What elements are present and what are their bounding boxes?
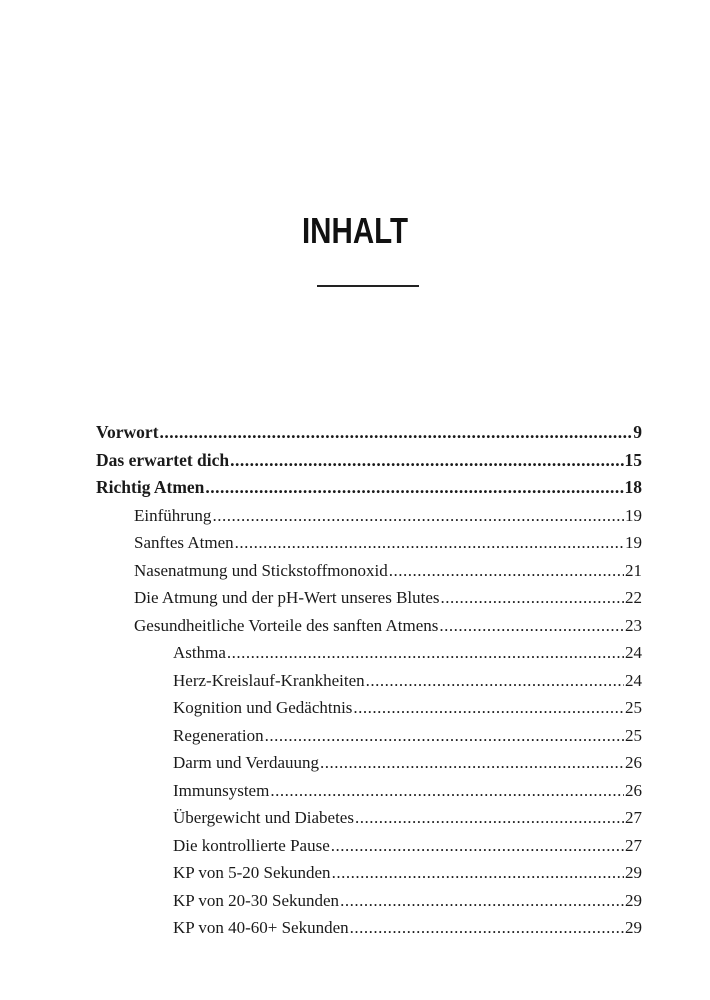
toc-entry[interactable] bbox=[96, 667, 642, 695]
toc-entry-page: 29 bbox=[625, 863, 642, 882]
toc-entry-title: Einführung bbox=[134, 505, 212, 525]
toc-entry[interactable] bbox=[96, 777, 642, 805]
table-of-contents bbox=[96, 419, 642, 942]
toc-dot-leader bbox=[350, 914, 624, 942]
toc-entry[interactable] bbox=[96, 887, 642, 915]
toc-entry[interactable] bbox=[96, 749, 642, 777]
toc-entry[interactable] bbox=[96, 529, 642, 557]
toc-entry-title: Nasenatmung und Stickstoffmonoxid bbox=[134, 560, 388, 580]
toc-dot-leader bbox=[212, 502, 624, 530]
toc-entry[interactable] bbox=[96, 694, 642, 722]
toc-entry-title: KP von 20-30 Sekunden bbox=[173, 890, 340, 910]
toc-entry[interactable] bbox=[96, 914, 642, 942]
toc-dot-leader bbox=[270, 777, 624, 805]
toc-entry-title: Gesundheitliche Vorteile des sanften Atmens bbox=[134, 615, 439, 635]
toc-entry[interactable] bbox=[96, 502, 642, 530]
toc-entry-title: Asthma bbox=[173, 643, 226, 662]
toc-entry[interactable] bbox=[96, 557, 642, 585]
toc-entry-page: 19 bbox=[625, 533, 642, 552]
toc-dot-leader bbox=[205, 474, 623, 502]
toc-dot-leader bbox=[340, 887, 624, 915]
toc-entry-page: 18 bbox=[624, 477, 642, 497]
toc-entry-page: 29 bbox=[625, 890, 642, 910]
toc-dot-leader bbox=[439, 612, 624, 640]
toc-entry-title: Die kontrollierte Pause bbox=[173, 835, 330, 855]
toc-entry-page: 25 bbox=[625, 725, 642, 745]
page-title: INHALT bbox=[301, 210, 409, 251]
toc-entry-page: 27 bbox=[625, 808, 642, 827]
toc-entry[interactable] bbox=[96, 584, 642, 612]
toc-dot-leader bbox=[160, 419, 633, 447]
toc-dot-leader bbox=[441, 584, 624, 612]
toc-entry[interactable] bbox=[96, 859, 642, 887]
toc-dot-leader bbox=[235, 529, 624, 557]
toc-entry-title: Regeneration bbox=[173, 725, 264, 745]
toc-dot-leader bbox=[227, 639, 624, 667]
toc-entry-title: Die Atmung und der pH-Wert unseres Blutes bbox=[134, 588, 440, 607]
toc-entry[interactable] bbox=[96, 447, 642, 475]
toc-dot-leader bbox=[331, 832, 624, 860]
toc-dot-leader bbox=[230, 447, 623, 475]
toc-entry[interactable] bbox=[96, 832, 642, 860]
toc-entry-title: Das erwartet dich bbox=[96, 449, 230, 470]
toc-entry[interactable] bbox=[96, 639, 642, 667]
toc-entry-title: Vorwort bbox=[96, 422, 159, 442]
toc-entry-title: Herz-Kreislauf-Krankheiten bbox=[173, 670, 365, 690]
toc-entry-title: KP von 40-60+ Sekunden bbox=[173, 918, 349, 937]
toc-entry-page: 23 bbox=[625, 615, 642, 635]
toc-entry-page: 19 bbox=[625, 505, 642, 525]
toc-dot-leader bbox=[355, 804, 624, 832]
toc-entry-page: 21 bbox=[625, 560, 642, 580]
toc-entry-page: 29 bbox=[625, 918, 642, 937]
toc-entry-page: 15 bbox=[624, 449, 642, 470]
toc-entry[interactable] bbox=[96, 419, 642, 447]
toc-entry[interactable] bbox=[96, 804, 642, 832]
toc-entry-page: 26 bbox=[625, 753, 642, 772]
toc-entry-page: 9 bbox=[633, 422, 642, 442]
toc-entry-page: 25 bbox=[625, 698, 642, 717]
toc-entry[interactable] bbox=[96, 612, 642, 640]
toc-entry-page: 26 bbox=[625, 780, 642, 800]
toc-dot-leader bbox=[332, 859, 624, 887]
toc-entry-title: Übergewicht und Diabetes bbox=[173, 808, 354, 827]
toc-entry-title: Darm und Verdauung bbox=[173, 753, 320, 772]
toc-dot-leader bbox=[389, 557, 624, 585]
toc-dot-leader bbox=[366, 667, 624, 695]
toc-entry-title: Immunsystem bbox=[173, 780, 270, 800]
toc-entry-page: 24 bbox=[625, 670, 642, 690]
toc-entry-page: 24 bbox=[625, 643, 642, 662]
toc-entry-page: 22 bbox=[625, 588, 642, 607]
toc-entry-title: Richtig Atmen bbox=[96, 477, 205, 497]
toc-dot-leader bbox=[265, 722, 624, 750]
toc-dot-leader bbox=[320, 749, 624, 777]
toc-entry-title: KP von 5-20 Sekunden bbox=[173, 863, 331, 882]
toc-entry-title: Kognition und Gedächtnis bbox=[173, 698, 353, 717]
toc-entry-page: 27 bbox=[625, 835, 642, 855]
toc-entry[interactable] bbox=[96, 474, 642, 502]
toc-dot-leader bbox=[353, 694, 624, 722]
toc-entry-title: Sanftes Atmen bbox=[134, 533, 234, 552]
toc-entry[interactable] bbox=[96, 722, 642, 750]
title-divider bbox=[317, 285, 419, 287]
